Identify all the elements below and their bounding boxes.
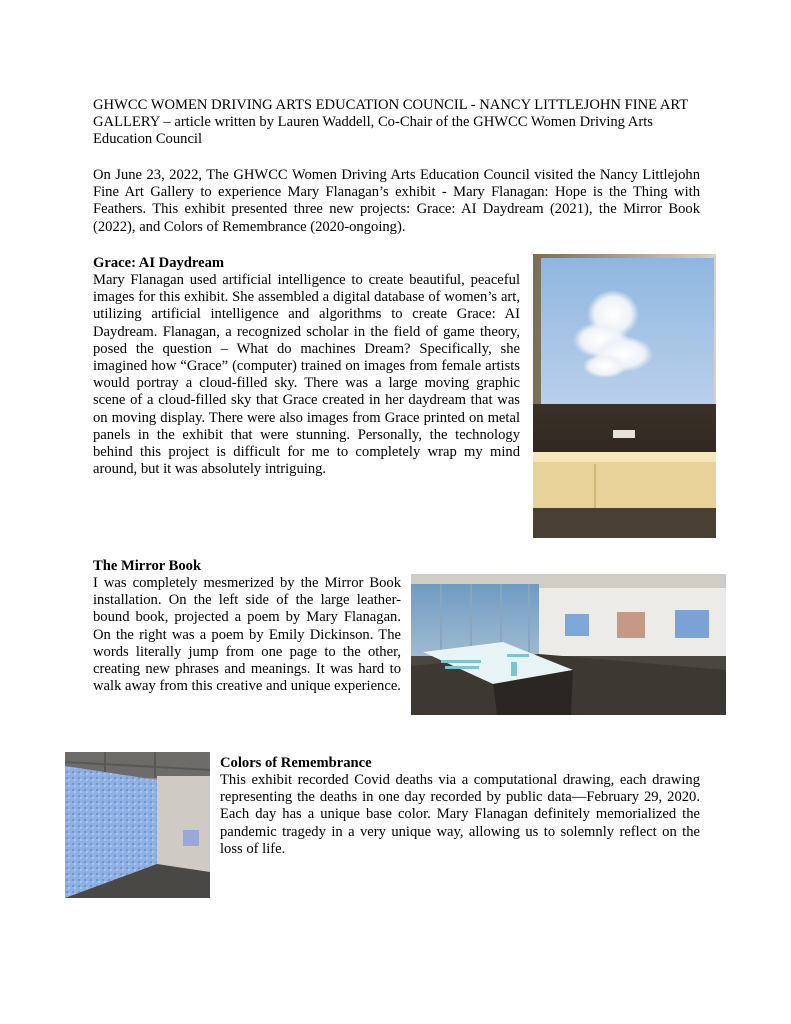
section-heading-mirror-book: The Mirror Book (93, 558, 202, 574)
section-body-colors-of-remembrance: This exhibit recorded Covid deaths via a computational drawing, each drawing representing the deaths in one day recorded by public data—February 29, 2020. Each day has a unique base color. Mary Flanagan definitely memorialized the pandemic tragedy in a very unique way, allowing us to solemnly reflect on the loss of life. (220, 772, 700, 857)
intro-paragraph: On June 23, 2022, The GHWCC Women Driving Arts Education Council visited the Nancy Littlejohn Fine Art Gallery to experience Mary Flanagan’s exhibit - Mary Flanagan: Hope is the Thing with Feathers. This exhibit presented three new projects: Grace: AI Daydream (2021), the Mirror Book (2022), and Colors of Remembrance (2020-ongoing). (93, 167, 700, 235)
grace-ai-daydream-photo (533, 254, 716, 538)
colors-of-remembrance-photo (65, 752, 210, 898)
mirror-book-photo (411, 574, 726, 715)
section-body-grace: Mary Flanagan used artificial intelligence to create beautiful, peaceful images for this exhibit. She assembled a digital database of women’s art, utilizing artificial intelligence and algorithms to create Grace: AI Daydream. Flanagan, a recognized scholar in the field of game theory, posed the question – What do machines Dream? Specifically, she imagined how “Grace” (computer) trained on images from female artists would portray a cloud-filled sky. There was a large moving graphic scene of a cloud-filled sky that Grace created in her daydream that was on moving display. There were also images from Grace printed on metal panels in the exhibit that were stunning. Personally, the technology behind this project is difficult for me to completely wrap my mind around, but it was absolutely intriguing. (93, 272, 520, 478)
section-heading-grace: Grace: AI Daydream (93, 255, 225, 271)
article-title: GHWCC WOMEN DRIVING ARTS EDUCATION COUNCIL - NANCY LITTLEJOHN FINE ART GALLERY – article written by Lauren Waddell, Co-Chair of the GHWCC Women Driving Arts Education Council (93, 97, 688, 148)
section-heading-colors-of-remembrance: Colors of Remembrance (220, 755, 372, 771)
section-body-mirror-book: I was completely mesmerized by the Mirror Book installation. On the left side of the large leather-bound book, projected a poem by Mary Flanagan. On the right was a poem by Emily Dickinson. The words literally jump from one page to the other, creating new phrases and meanings. It was hard to walk away from this creative and unique experience. (93, 575, 401, 695)
